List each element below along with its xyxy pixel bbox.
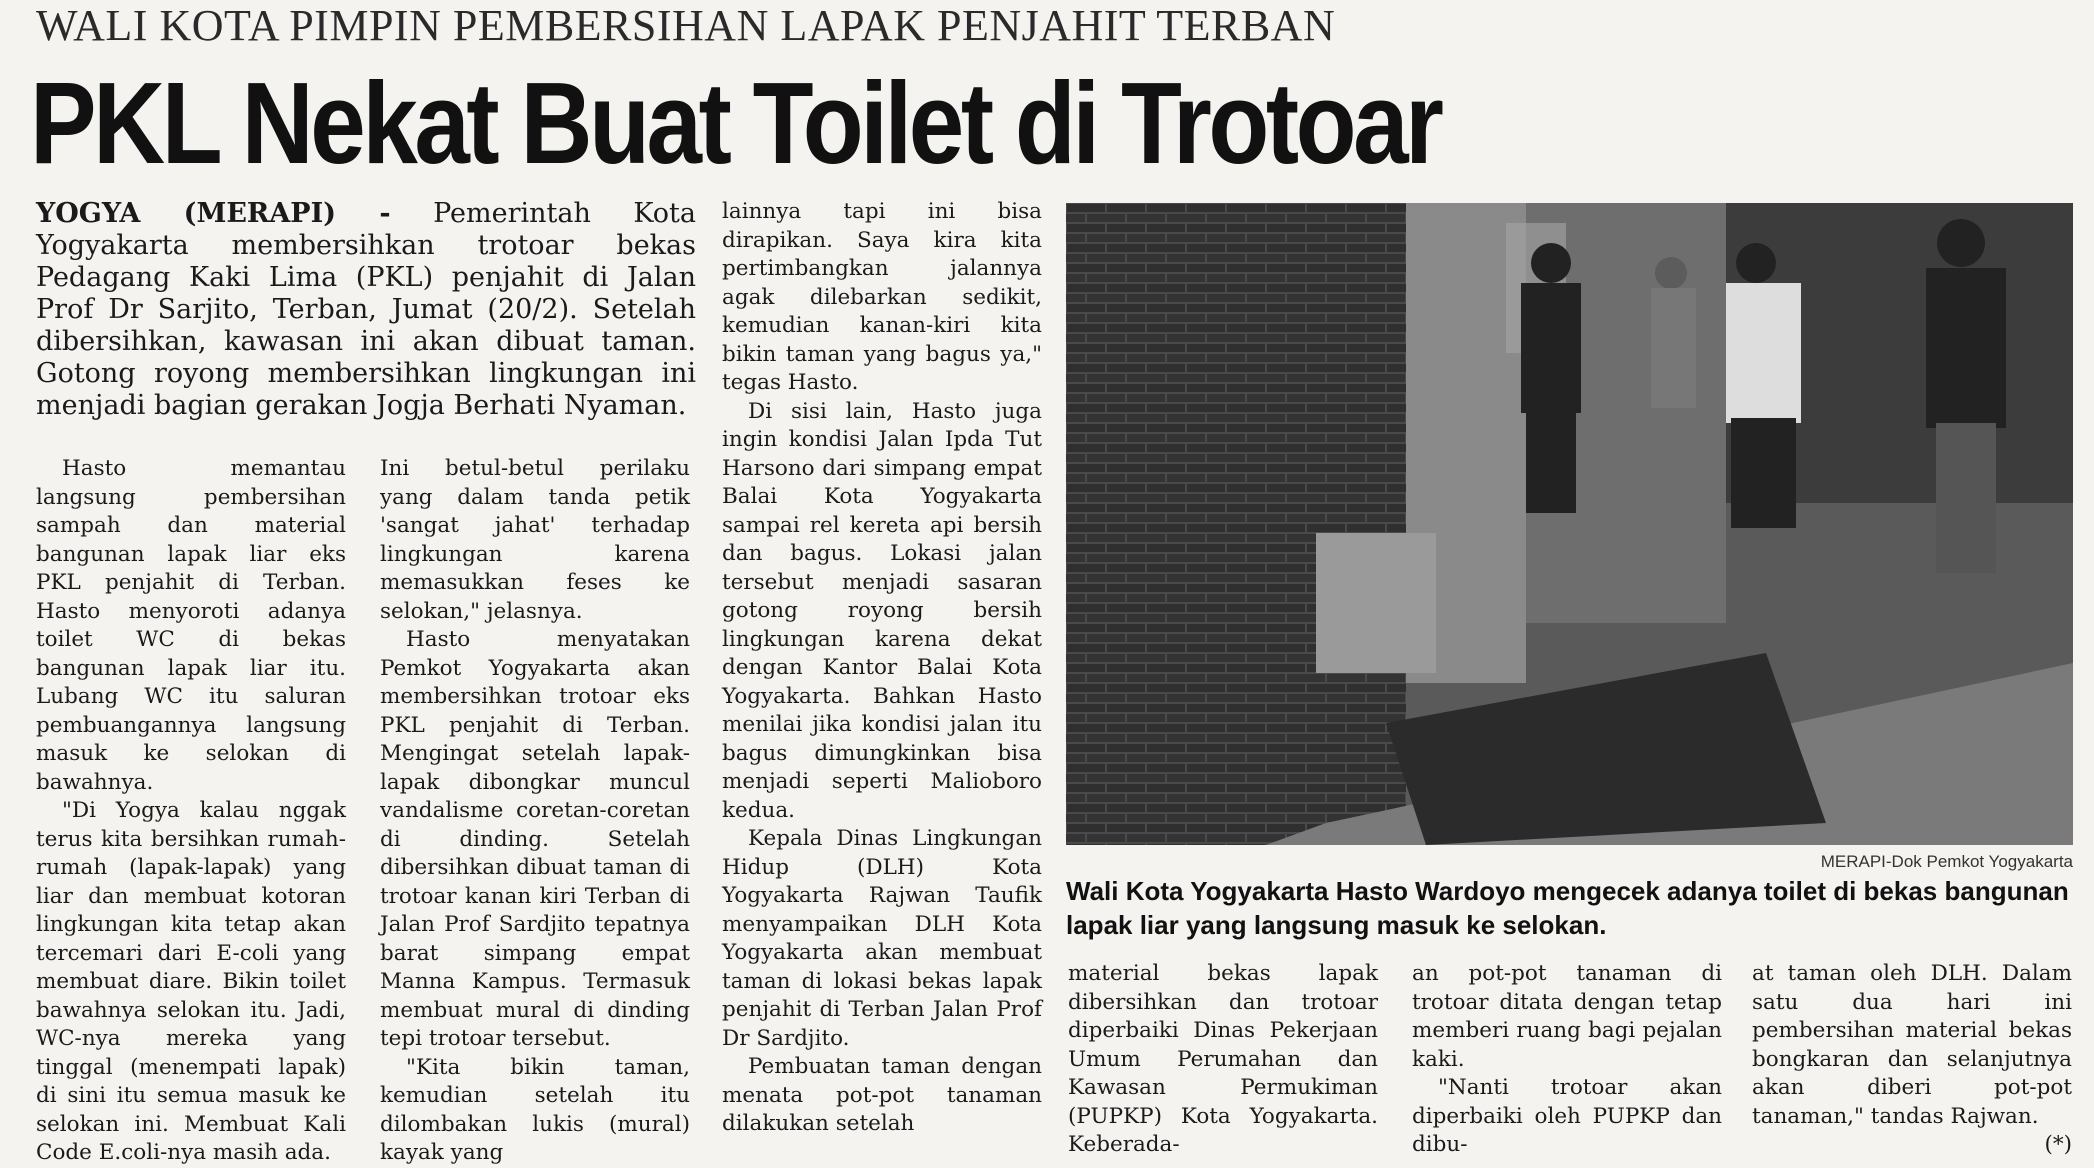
article-column-4 [1068,960,1378,1160]
lead-text: Pemerintah Kota Yogyakarta membersihkan trotoar bekas Pedagang Kaki Lima (PKL) penjahit di Jalan Prof Dr Sarjito, Terban, Jumat (20/2). Setelah dibersihkan, kawasan ini akan dibuat taman. Gotong royong membersihkan lingkungan ini menjadi bagian gerakan Jogja Berhati Nyaman. [36,198,696,421]
paragraph: Kepala Dinas Lingkungan Hidup (DLH) Kota Yogyakarta Rajwan Taufik menyampaikan DLH Kota Yogyakarta akan membuat taman di lokasi bekas lapak penjahit di Terban Jalan Prof Dr Sardjito. [722,826,1042,1051]
article-headline: PKL Nekat Buat Toilet di Trotoar [30,58,1441,188]
paragraph: lainnya tapi ini bisa dirapikan. Saya kira kita pertimbangkan jalannya agak dilebarkan sedikit, kemudian kanan-kiri kita bikin taman yang bagus ya," tegas Hasto. [722,199,1042,395]
paragraph: "Di Yogya kalau nggak terus kita bersihkan rumah-rumah (lapak-lapak) yang liar dan membuat kotoran lingkungan kita tetap akan tercemari dari E-coli yang membuat diare. Bikin toilet bawahnya selokan itu. Jadi, WC-nya mereka yang tinggal (menempati lapak) di sini itu semua masuk ke selokan ini. Membuat Kali Code E.coli-nya masih ada. [36,798,346,1165]
end-mark: (*) [2044,1132,2072,1157]
article-column-5 [1412,960,1722,1160]
news-photo [1066,203,2073,845]
paragraph: "Kita bikin taman, kemudian setelah itu dilombakan lukis (mural) kayak yang [380,1054,690,1165]
paragraph: "Nanti trotoar akan diperbaiki oleh PUPKP dan dibu- [1412,1075,1722,1157]
article-lead [36,198,696,422]
paragraph: at taman oleh DLH. Dalam satu dua hari ini pembersihan material bekas bongkaran dan selanjutnya akan diberi pot-pot tanaman," tandas Rajwan. [1752,961,2072,1129]
paragraph: an pot-pot tanaman di trotoar ditata dengan tetap memberi ruang bagi pejalan kaki. [1412,961,1722,1072]
paragraph: Di sisi lain, Hasto juga ingin kondisi Jalan Ipda Tut Harsono dari simpang empat Balai Kota Yogyakarta sampai rel kereta api bersih dan bagus. Lokasi jalan tersebut menjadi sasaran gotong royong bersih lingkungan karena dekat dengan Kantor Balai Kota Yogyakarta. Bahkan Hasto menilai jika kondisi jalan itu bagus dimungkinkan bisa menjadi seperti Malioboro kedua. [722,398,1042,823]
article-column-3 [722,198,1042,1139]
paragraph: Pembuatan taman dengan menata pot-pot tanaman dilakukan setelah [722,1054,1042,1136]
article-column-2 [380,455,690,1168]
paragraph: Hasto menyatakan Pemkot Yogyakarta akan membersihkan trotoar eks PKL penjahit di Terban. Mengingat setelah lapak-lapak dibongkar muncul vandalisme coretan-coretan di dinding. Setelah dibersihkan dibuat taman di trotoar kanan kiri Terban di Jalan Prof Sardjito tepatnya barat simpang empat Manna Kampus. Termasuk membuat mural di dinding tepi trotoar tersebut. [380,627,690,1051]
paragraph: Hasto memantau langsung pembersihan sampah dan material bangunan lapak liar eks PKL penjahit di Terban. Hasto menyoroti adanya toilet WC di bekas bangunan lapak liar itu. Lubang WC itu saluran pembuangannya langsung masuk ke selokan di bawahnya. [36,456,346,795]
article-column-6 [1752,960,2072,1160]
photo-illustration [1066,203,2073,845]
article-kicker: WALI KOTA PIMPIN PEMBERSIHAN LAPAK PENJAHIT TERBAN [36,1,1336,50]
paragraph: material bekas lapak dibersihkan dan trotoar diperbaiki Dinas Pekerjaan Umum Perumahan dan Kawasan Permukiman (PUPKP) Kota Yogyakarta. Keberada- [1068,961,1378,1157]
photo-credit: MERAPI-Dok Pemkot Yogyakarta [1820,852,2073,871]
paragraph: Ini betul-betul perilaku yang dalam tanda petik 'sangat jahat' terhadap lingkungan karena memasukkan feses ke selokan," jelasnya. [380,456,690,624]
dateline: YOGYA (MERAPI) - [36,198,391,229]
photo-caption: Wali Kota Yogyakarta Hasto Wardoyo mengecek adanya toilet di bekas bangunan lapak liar yang langsung masuk ke selokan. [1066,876,2069,940]
article-column-1 [36,455,346,1168]
